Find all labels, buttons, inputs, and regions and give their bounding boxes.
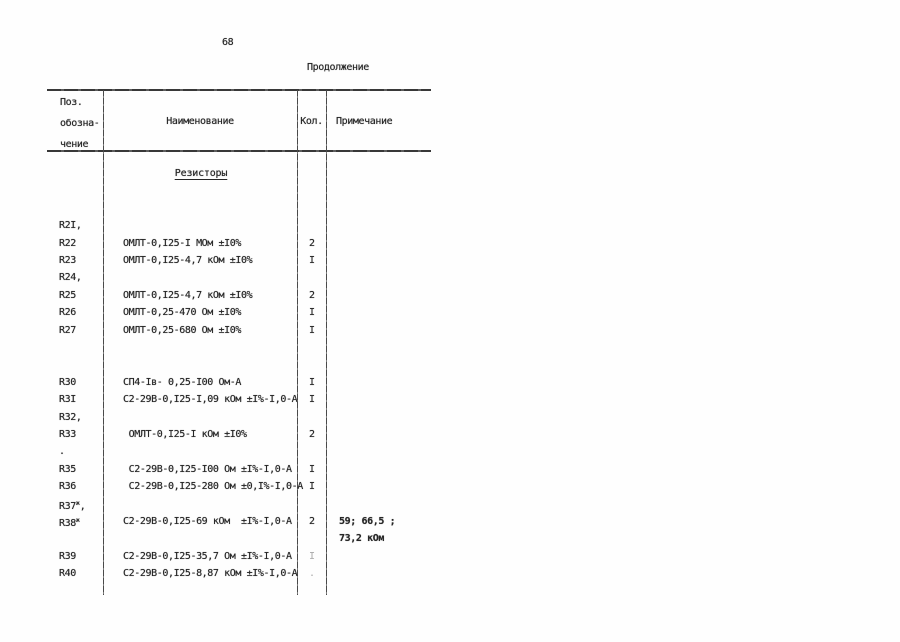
row-name: С2-29В-0,I25-35,7 Ом ±I%-I,0-А — [123, 550, 292, 562]
row-name: С2-29В-0,I25-8,87 кОм ±I%-I,0-А — [123, 568, 298, 580]
table-row — [0, 239, 900, 256]
row-pos-designation: $R38^ж$ — [59, 516, 80, 529]
row-pos-designation: R3I — [59, 394, 76, 406]
row-quantity: I — [308, 255, 316, 266]
table-row — [0, 447, 900, 464]
row-quantity: 2 — [308, 429, 316, 440]
row-name: ОМЛТ-0,I25-4,7 кОм ±I0% — [123, 289, 253, 301]
table-row — [0, 534, 900, 551]
row-quantity: 2 — [308, 289, 316, 301]
table-row — [0, 308, 900, 325]
row-name: ОМЛТ-0,I25-I кОм ±I0% — [123, 429, 247, 440]
table-header-separator — [47, 150, 431, 152]
table-row — [0, 221, 900, 238]
header-qty: Кол. — [300, 116, 323, 127]
selection-mark: ж — [75, 516, 80, 524]
row-pos-designation: R25 — [59, 289, 76, 301]
table-row — [0, 395, 900, 412]
row-quantity: I — [308, 394, 316, 406]
table-row — [0, 413, 900, 430]
row-quantity: I — [308, 550, 316, 562]
row-name: ОМЛТ-0,25-470 Ом ±I0% — [123, 307, 242, 319]
row-quantity: . — [308, 568, 316, 580]
row-name: ОМЛТ-0,I25-I МОм ±I0% — [123, 237, 242, 249]
row-quantity: 2 — [308, 516, 316, 527]
row-note: 73,2 кОм — [339, 533, 384, 545]
row-name: ОМЛТ-0,25-680 Ом ±I0% — [123, 324, 242, 336]
header-pos-line2: обозна- — [60, 118, 100, 129]
row-quantity: 2 — [308, 237, 316, 249]
row-quantity: I — [308, 376, 316, 388]
table-row — [0, 482, 900, 499]
row-pos-designation: R26 — [59, 307, 76, 319]
selection-mark: ж — [75, 498, 80, 507]
row-quantity: I — [308, 481, 316, 493]
row-quantity: I — [308, 307, 316, 319]
table-row — [0, 273, 900, 290]
row-pos-designation: R35 — [59, 463, 76, 475]
row-pos-designation: R30 — [59, 376, 76, 388]
section-row — [0, 169, 900, 186]
header-pos-line3: чение — [60, 139, 89, 150]
row-pos-designation: R32, — [59, 411, 82, 423]
continuation-label: Продолжение — [307, 62, 369, 73]
row-name: ОМЛТ-0,I25-4,7 кОм ±I0% — [123, 255, 253, 266]
row-pos-designation: . — [59, 446, 65, 458]
header-pos-line1: Поз. — [60, 97, 83, 108]
row-pos-designation: R39 — [59, 550, 76, 562]
header-note: Примечание — [336, 116, 393, 127]
row-quantity: I — [308, 324, 316, 336]
table-row — [0, 430, 900, 447]
table-row — [0, 256, 900, 273]
row-pos-designation: R33 — [59, 429, 76, 440]
row-name: С2-29В-0,I25-I00 Ом ±I%-I,0-А — [123, 463, 292, 475]
row-pos-designation: R40 — [59, 568, 76, 580]
table-row — [0, 500, 900, 517]
row-note: 59; 66,5 ; — [339, 516, 396, 527]
row-name: С2-29В-0,I25-I,09 кОм ±I%-I,0-А — [123, 394, 298, 406]
table-row — [0, 569, 900, 586]
row-pos-designation: R36 — [59, 481, 76, 493]
row-pos-designation: R23 — [59, 255, 76, 266]
table-border-top — [47, 89, 431, 91]
row-name: С2-29В-0,I25-69 кОм ±I%-I,0-А — [123, 516, 292, 527]
table-row — [0, 517, 900, 534]
row-quantity: I — [308, 463, 316, 475]
header-name: Наименование — [166, 116, 234, 127]
table-row — [0, 291, 900, 308]
row-pos-designation: $R37^ж$, — [59, 498, 86, 512]
row-pos-designation: R27 — [59, 324, 76, 336]
section-title: Резисторы — [174, 168, 228, 179]
table-row — [0, 326, 900, 343]
row-name: СП4-Iв- 0,25-I00 Ом-А — [123, 376, 242, 388]
table-row — [0, 552, 900, 569]
row-name: С2-29В-0,I25-280 Ом ±0,I%-I,0-А — [123, 481, 303, 493]
page-number: 68 — [222, 37, 234, 48]
row-pos-designation: R22 — [59, 237, 76, 249]
row-pos-designation: R2I, — [59, 220, 82, 232]
row-pos-designation: R24, — [59, 272, 82, 284]
table-row — [0, 465, 900, 482]
table-row — [0, 378, 900, 395]
